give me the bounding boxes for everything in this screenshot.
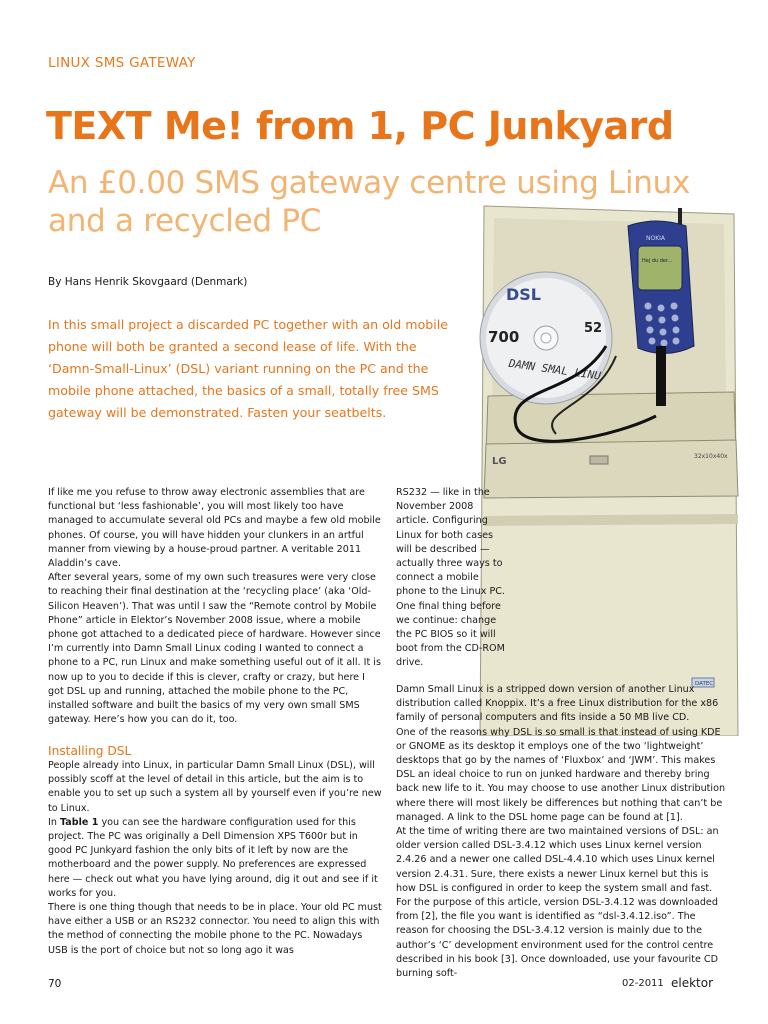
paragraph: There is one thing though that needs to be in place. Your old PC must have either a USB or an RS232 connector. You need to align this with the method of connecting the mobile phone to the PC. Nowadays USB is the port of choice but not so long ago it was bbox=[48, 902, 382, 956]
body-column-2 bbox=[396, 683, 730, 981]
drive-brand: LG bbox=[492, 456, 507, 467]
paragraph: People already into Linux, in particular Damn Small Linux (DSL), will possibly scoff at the level of detail in this article, but the aim is to enable you to set up such a system all by yourself even if you’re new to Linux. bbox=[48, 760, 382, 814]
paragraph: One final thing before we continue: change the PC BIOS so it will boot from the CD-ROM drive. bbox=[396, 600, 505, 669]
drive-eject-button bbox=[590, 456, 608, 464]
text-run: In bbox=[48, 816, 60, 828]
paragraph: One of the reasons why DSL is so small is that instead of using KDE or GNOME as its desktop it employs one of the two ‘lightweight’ desktops that go by the names of ‘Fluxbox’ and ‘JWM’. This makes DSL an ideal choice to run on junked hardware and thereby bring back new life to it. You may choose to use another Linux distribution where there will most likely be differences but nothing that can’t be managed. A link to the DSL home page can be found at [1]. bbox=[396, 726, 726, 823]
paragraph: If like me you refuse to throw away electronic assemblies that are functional but ‘less fashionable’, you will most likely too have managed to accumulate several old PCs and maybe a few old mobile phones. Of course, you will have hidden your clunkers in an artful manner from viewing by a house-proud partner. A veritable 2011 Aladdin’s cave. bbox=[48, 487, 381, 570]
cd-label-script: DAMN SMAL LINU bbox=[507, 356, 602, 383]
table-reference: Table 1 bbox=[59, 816, 99, 828]
body-column-1-continued bbox=[48, 759, 382, 958]
paragraph: At the time of writing there are two maintained versions of DSL: an older version called DSL-3.4.12 which uses Linux kernel version 2.4.26 and a newer one called DSL-4.4.10 which uses Linux kernel version 2.4.31. Sure, there exists a newer Linux kernel but this is how DSL is configured in order to keep the system small and fast. bbox=[396, 826, 719, 894]
phone-brand: NOKIA bbox=[646, 235, 666, 242]
drive-speed: 32x10x40x bbox=[694, 453, 728, 460]
body-column-1 bbox=[48, 486, 382, 727]
body-column-2-narrow bbox=[396, 486, 506, 671]
magazine-brand: elektor bbox=[671, 976, 714, 990]
badge-label: DATEC bbox=[695, 681, 714, 687]
cd-label-52: 52 bbox=[584, 321, 603, 336]
intro-paragraph: In this small project a discarded PC together with an old mobile phone will both be granted a second lease of life. With the ‘Damn-Small-Linux’ (DSL) variant running on the PC and the mobile phone attached, the basics of a small, totally free SMS gateway will be demonstrated. Fasten your seatbelts. bbox=[48, 317, 449, 420]
issue-date: 02-2011 bbox=[622, 978, 664, 989]
phone-screen-text: Hej du der... bbox=[642, 258, 673, 264]
paragraph: After several years, some of my own such treasures were very close to reaching their final destination at the ‘recycling place’ (aka ‘Old-Silicon Heaven’). That was until I saw the “Remote control by Mobile Phone” article in Elektor’s November 2008 issue, where a mobile phone got attached to a dedicated piece of hardware. However since I’m currently into Damn Small Linux coding I wanted to connect a phone to a PC, run Linux and make something useful out of it all. It is now up to you to decide if this is clever, crafty or crazy, but here I got DSL up and running, attached the mobile phone to the PC, installed software and built the basics of my very own small SMS gateway. Here’s how you can do it, too. bbox=[48, 572, 381, 726]
paragraph bbox=[48, 816, 382, 901]
article-subtitle: An £0.00 SMS gateway centre using Linux and a recycled PC bbox=[48, 165, 691, 239]
pc-with-phone-photo bbox=[466, 196, 750, 736]
cd-label-700: 700 bbox=[488, 328, 520, 346]
byline: By Hans Henrik Skovgaard (Denmark) bbox=[48, 276, 248, 288]
paragraph: Damn Small Linux is a stripped down version of another Linux distribution called Knoppix. It’s a free Linux distribution for the x86 family of personal computers and fits inside a 50 MB live CD. bbox=[396, 684, 719, 724]
article-title: TEXT Me! from 1, PC Junkyard bbox=[46, 104, 674, 148]
paragraph: RS232 — like in the November 2008 article. Configuring Linux for both cases will be described — actually three ways to connect a mobile phone to the Linux PC. bbox=[396, 487, 505, 598]
paragraph: For the purpose of this article, version DSL-3.4.12 was downloaded from [2], the file you want is identified as “dsl-3.4.12.iso”. The reason for choosing the DSL-3.4.12 version is mainly due to the author’s ‘C’ development environment used for the control centre described in his book [3]. Once downloaded, use your favourite CD burning soft- bbox=[396, 897, 719, 980]
section-heading: Installing DSL bbox=[48, 744, 132, 758]
section-kicker: LINUX SMS GATEWAY bbox=[48, 55, 196, 71]
cd-label-dsl: DSL bbox=[506, 285, 541, 304]
text-run: you can see the hardware configuration used for this project. The PC was originally a Dell Dimension XPS T600r but in good PC Junkyard fashion the only bits of it left by now are the motherboard and the power supply. No preferences are expressed here — check out what you have lying around, dig it out and see if it works for you. bbox=[48, 816, 378, 899]
page-number: 70 bbox=[48, 978, 62, 990]
